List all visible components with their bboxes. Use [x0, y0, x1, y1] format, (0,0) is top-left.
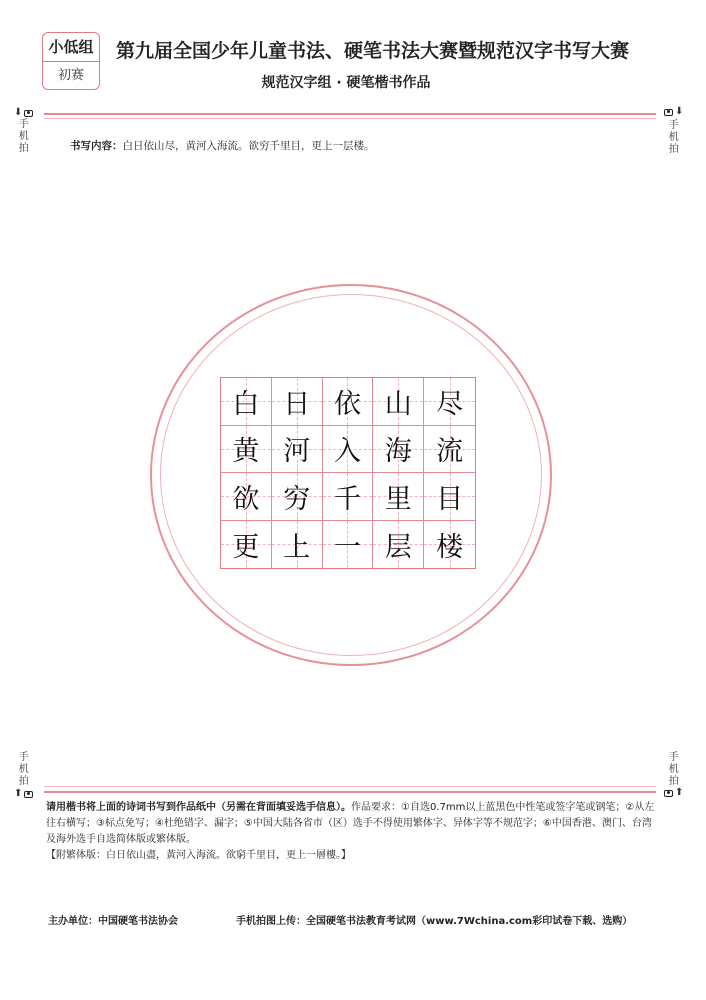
- footer-upload: 手机拍图上传：全国硬笔书法教育考试网（www.7Wchina.com彩印试卷下载、选购）: [236, 916, 633, 927]
- page-subtitle: 规范汉字组 · 硬笔楷书作品: [261, 75, 431, 91]
- grid-character: 上: [283, 531, 311, 563]
- camera-icon: [664, 109, 673, 116]
- grid-character: 日: [283, 388, 311, 420]
- camera-icon: [24, 791, 33, 798]
- grid-character: 海: [384, 436, 412, 468]
- grid-cell: [373, 378, 424, 426]
- grid-character: 河: [283, 436, 311, 468]
- grid-character: 黄: [232, 436, 260, 468]
- instructions: [46, 800, 660, 864]
- grid-cell: [272, 378, 323, 426]
- grid-character: 流: [436, 436, 464, 468]
- corner-marker-top-left: [14, 107, 33, 155]
- badge-round-label: 初赛: [57, 68, 84, 83]
- corner-label: 手机拍: [668, 119, 679, 155]
- header-divider-thin: [44, 118, 656, 119]
- grid-cell: [373, 426, 424, 474]
- arrow-down-icon: ⬇: [675, 106, 684, 117]
- writing-content-label: 书写内容：: [70, 140, 123, 152]
- grid-cell: [323, 521, 374, 569]
- header-divider: [44, 113, 656, 115]
- grid-character: 层: [384, 531, 412, 563]
- grid-character: 一: [333, 531, 361, 563]
- grid-cell: [323, 473, 374, 521]
- grid-character: 目: [436, 483, 464, 515]
- grid-cell: [424, 473, 475, 521]
- grid-cell: [424, 521, 475, 569]
- grid-character: 入: [333, 436, 361, 468]
- grid-cell: [373, 473, 424, 521]
- grid-cell: [424, 378, 475, 426]
- grid-cell: [272, 426, 323, 474]
- writing-content-text: 白日依山尽，黄河入海流。欲穷千里目，更上一层楼。: [122, 140, 375, 152]
- corner-label: 手机拍: [18, 119, 29, 154]
- grid-character: 白: [232, 388, 260, 420]
- grid-cell: [221, 473, 272, 521]
- camera-icon: [24, 110, 33, 117]
- badge-group-label: 小低组: [43, 33, 99, 62]
- grid-cell: [272, 473, 323, 521]
- instructions-traditional: 【附繁体版：白日依山盡，黃河入海流。欲窮千里目，更上一層樓。】: [46, 850, 351, 861]
- grid-character: 欲: [232, 483, 260, 515]
- footer-divider-thin: [44, 786, 656, 787]
- arrow-up-icon: ⬆: [14, 788, 23, 799]
- footer-divider: [44, 791, 656, 793]
- grid-cell: [373, 521, 424, 569]
- arrow-down-icon: ⬇: [14, 107, 23, 118]
- grid-character: 山: [384, 388, 412, 420]
- grid-cell: [221, 521, 272, 569]
- grid-character: 更: [232, 531, 260, 563]
- grid-cell: [221, 426, 272, 474]
- grid-cell: [272, 521, 323, 569]
- grid-character: 依: [333, 388, 361, 420]
- grid-cell: [323, 426, 374, 474]
- page-title: 第九届全国少年儿童书法、硬笔书法大赛暨规范汉字书写大赛: [116, 40, 630, 62]
- instructions-requirements: 作品要求：①自选0.7mm以上蓝黑色中性笔或签字笔或钢笔；②从左往右横写；③标点免写；④杜绝错字、漏字；⑤中国大陆各省市（区）选手不得使用繁体字、异体字等不规范字；⑥中国香港、澳门、台湾及海外选手自选简体版或繁体版。: [46, 802, 655, 845]
- corner-label: 手机拍: [18, 752, 29, 787]
- instructions-lead: 请用楷书将上面的诗词书写到作品纸中（另需在背面填妥选手信息）。: [46, 802, 351, 813]
- group-badge: [42, 32, 100, 90]
- arrow-up-icon: ⬆: [675, 787, 684, 798]
- corner-marker-bottom-left: [14, 752, 33, 800]
- grid-cell: [323, 378, 374, 426]
- grid-character: 穷: [283, 483, 311, 515]
- writing-content: [70, 138, 375, 153]
- camera-icon: [664, 790, 673, 797]
- grid-character: 尽: [436, 388, 464, 420]
- grid-cell: [424, 426, 475, 474]
- corner-label: 手机拍: [668, 752, 679, 787]
- grid-character: 楼: [436, 531, 464, 563]
- footer-organizer: 主办单位：中国硬笔书法协会: [48, 916, 178, 927]
- corner-marker-bottom-right: [664, 752, 683, 801]
- grid-cell: [221, 378, 272, 426]
- calligraphy-grid: [220, 377, 476, 569]
- corner-marker-top-right: [664, 107, 683, 156]
- grid-character: 里: [384, 483, 412, 515]
- grid-character: 千: [333, 483, 361, 515]
